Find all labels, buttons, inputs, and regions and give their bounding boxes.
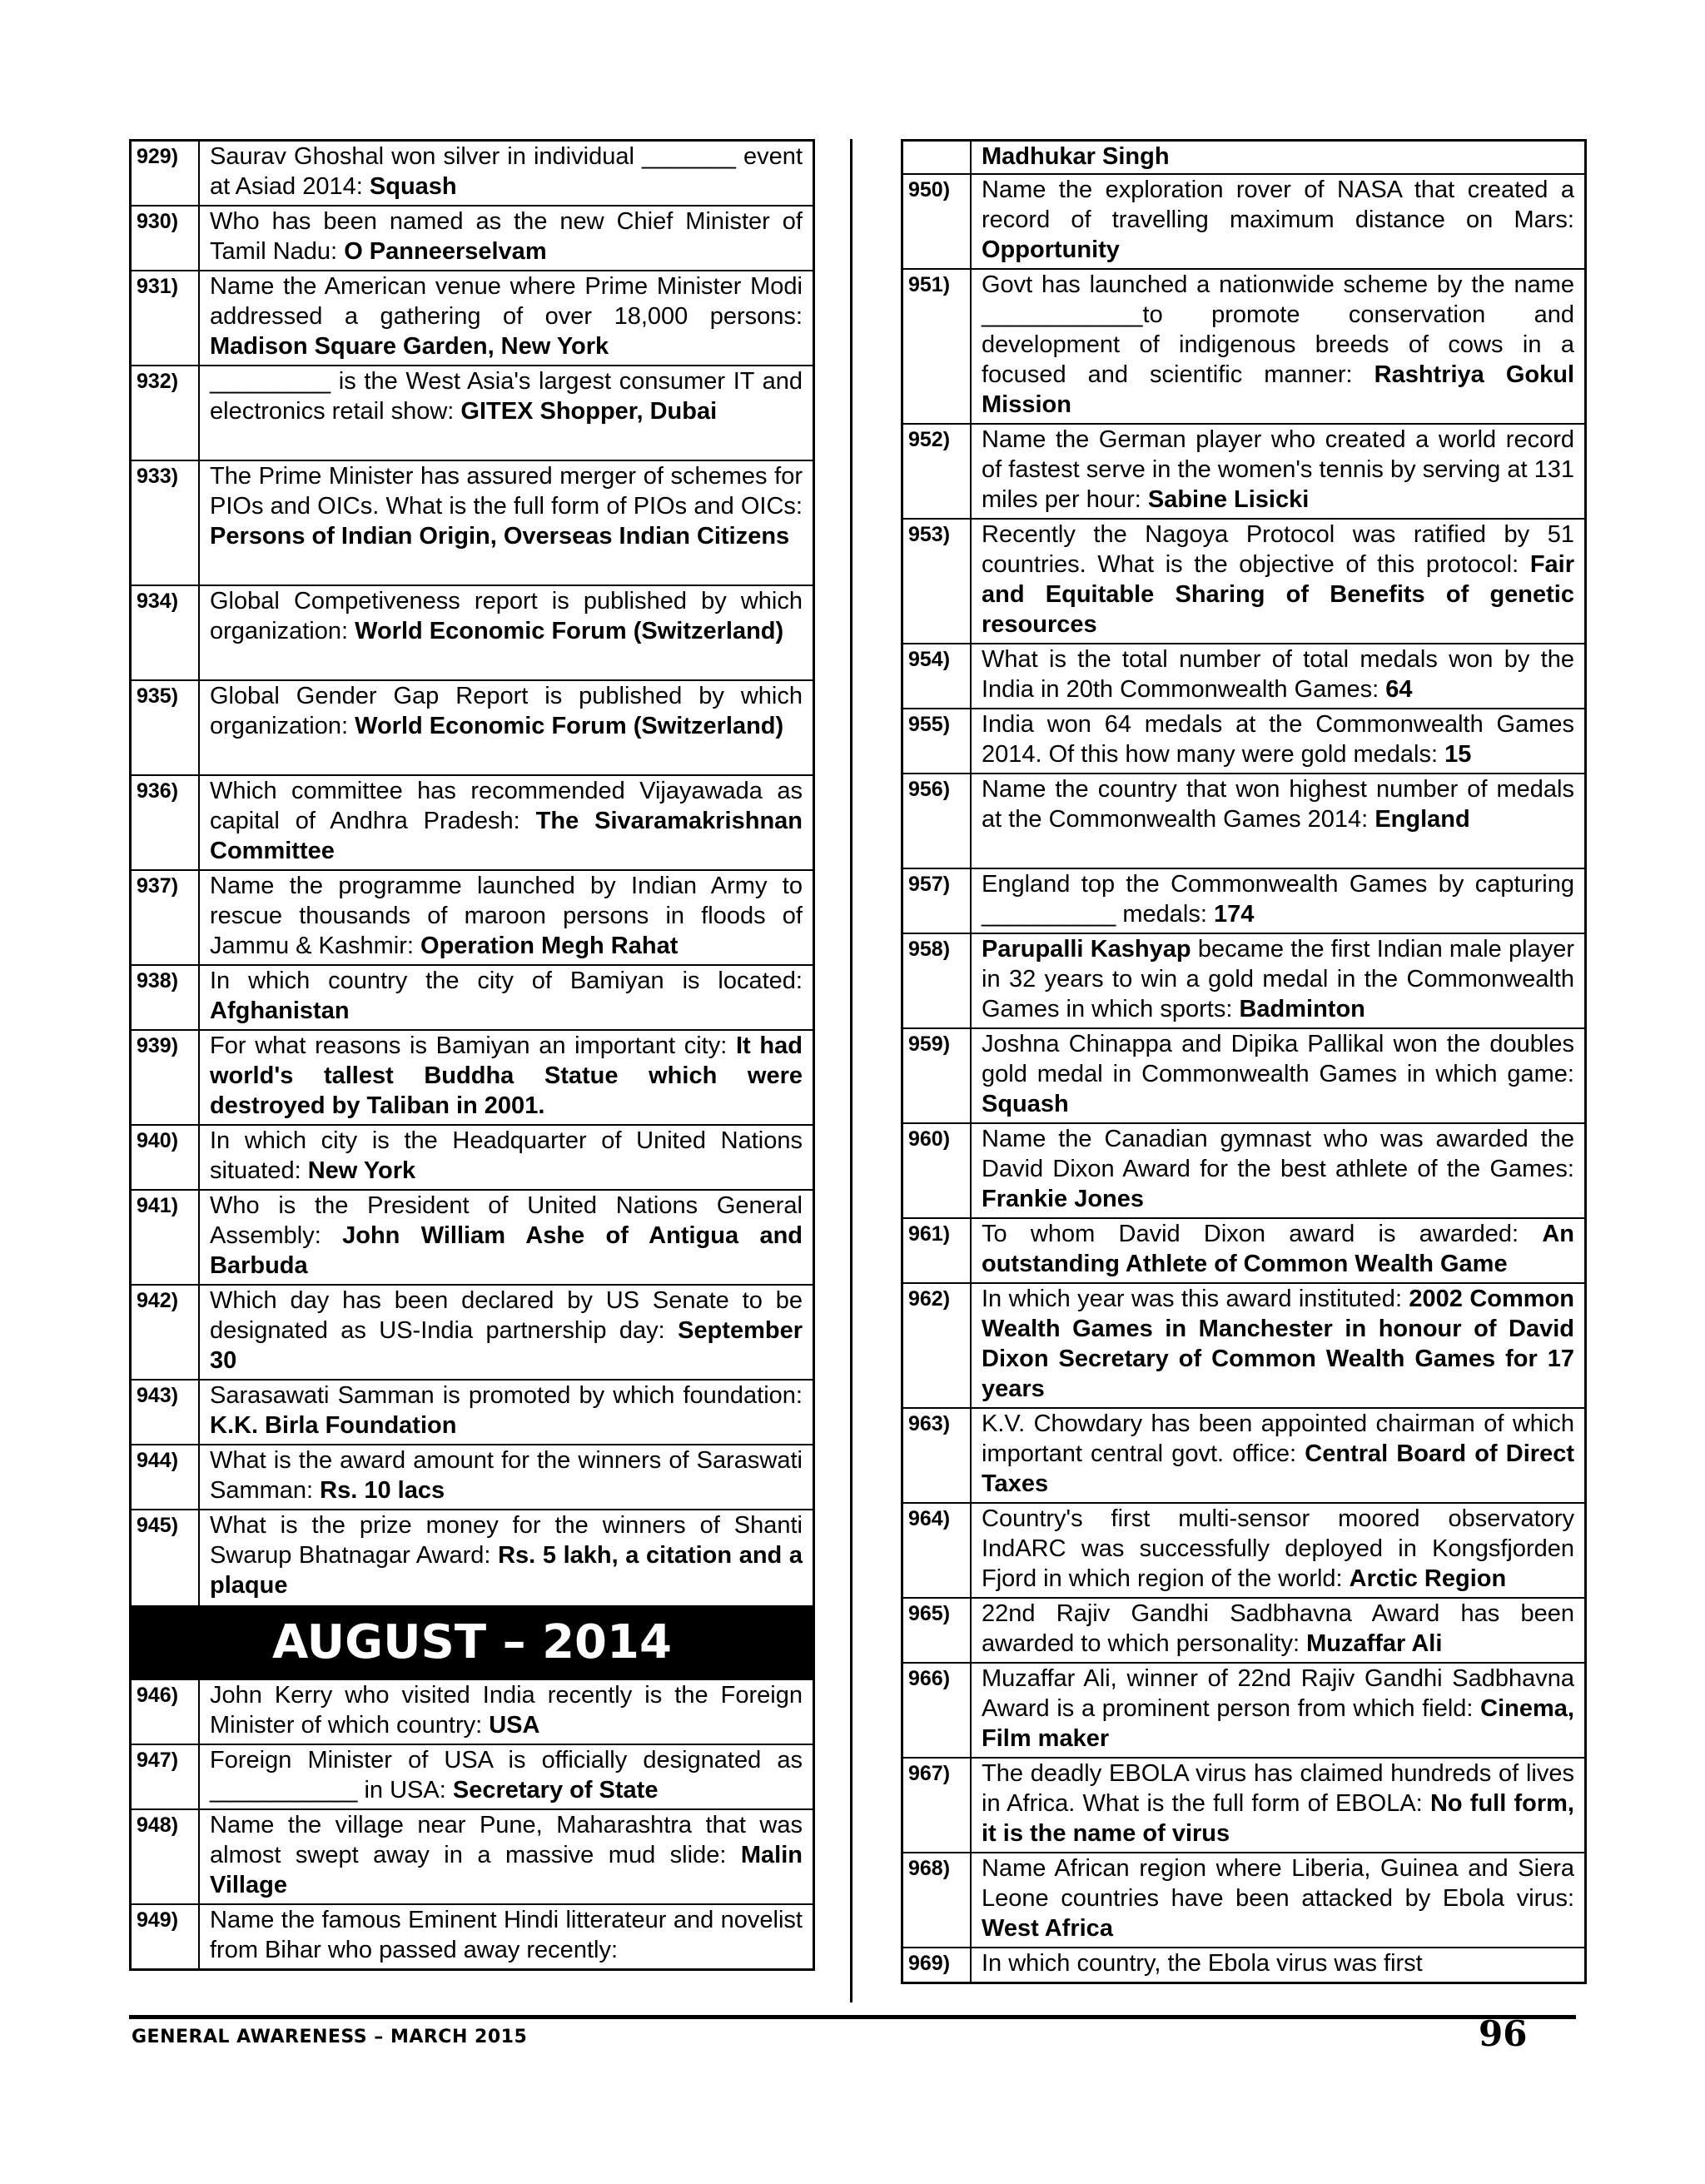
question-text [972,520,1584,643]
question-number: 938) [132,966,200,1029]
question-prompt: Muzaffar Ali, winner of 22nd Rajiv Gandhi Sadbhavna Award is a prominent person from which field: [982,1665,1574,1722]
answer-text: Malin Village [210,1842,803,1898]
question-text [972,1219,1584,1282]
question-text [972,1599,1584,1662]
answer-text: Rs. 10 lacs [320,1477,445,1504]
question-row [132,586,813,681]
question-text [972,934,1584,1027]
question-prompt: England top the Commonwealth Games by capturing __________ medals: [982,871,1574,928]
question-number: 947) [132,1745,200,1808]
question-text [200,1381,813,1444]
question-number: 940) [132,1126,200,1189]
question-number: 950) [903,175,972,268]
answer-text: USA [489,1712,540,1739]
question-text [972,1759,1584,1852]
answer-text: Afghanistan [210,997,350,1024]
question-number: 967) [903,1759,972,1852]
question-text [200,1745,813,1808]
question-text [200,586,813,679]
question-prompt: Name African region where Liberia, Guinea and Siera Leone countries have been attacked by Ebola virus: [982,1855,1574,1912]
question-number: 933) [132,461,200,585]
question-prompt: Name the German player who created a world record of fastest serve in the women's tennis by serving at 131 miles per hour: [982,426,1574,513]
question-prompt: Govt has launched a nationwide scheme by the name ____________to promote conservation and development of indigenous breeds of cows in a focused and scientific manner: [982,271,1574,388]
question-prompt: What is the prize money for the winners of Shanti Swarup Bhatnagar Award: [210,1512,803,1569]
question-row [132,1810,813,1905]
question-prompt: In which country the city of Bamiyan is located: [210,968,803,994]
question-number: 959) [903,1029,972,1122]
question-text [972,774,1584,868]
question-text [972,1029,1584,1122]
question-row [132,776,813,871]
question-number: 939) [132,1031,200,1124]
question-number: 955) [903,709,972,773]
question-prompt: Foreign Minister of USA is officially designated as ___________ in USA: [210,1747,803,1803]
question-prompt: Recently the Nagoya Protocol was ratified by 51 countries. What is the objective of this protocol: [982,521,1574,578]
question-text [972,1504,1584,1597]
question-row [903,1759,1584,1853]
answer-text: England [1374,806,1470,833]
question-number: 953) [903,520,972,643]
question-row [903,1664,1584,1759]
question-text [972,1948,1584,1982]
answer-text: World Economic Forum (Switzerland) [355,618,784,644]
question-prompt: Saurav Ghoshal won silver in individual _______ event at Asiad 2014: [210,143,803,200]
question-text [972,142,1584,173]
question-number: 936) [132,776,200,869]
question-number: 964) [903,1504,972,1597]
question-prompt: Global Competiveness report is published by which organization: [210,588,803,644]
question-text [200,776,813,869]
answer-text: Persons of Indian Origin, Overseas Indian Citizens [210,523,790,550]
question-row [903,1599,1584,1664]
question-number: 952) [903,425,972,518]
answer-text: O Panneerselvam [344,238,547,265]
question-row [132,1745,813,1810]
question-row [903,1504,1584,1599]
question-text [200,1191,813,1284]
left-question-list [132,142,813,1605]
answer-text: Central Board of Direct Taxes [982,1440,1574,1497]
question-prompt: Name the famous Eminent Hindi litterateur and novelist from Bihar who passed away recently: [210,1907,803,1963]
question-row [903,1124,1584,1219]
answer-text: 174 [1213,901,1255,928]
right-question-list [903,142,1584,1982]
question-row [132,1286,813,1381]
question-row [132,1191,813,1286]
question-prompt: What is the total number of total medals won by the India in 20th Commonwealth Games: [982,646,1574,703]
question-number: 966) [903,1664,972,1757]
question-row [132,366,813,461]
answer-text: World Economic Forum (Switzerland) [355,713,784,739]
answer-text: Rs. 5 lakh, a citation and a plaque [210,1542,803,1599]
question-text [972,644,1584,708]
question-row [903,934,1584,1029]
answer-text: Operation Megh Rahat [420,933,679,959]
answer-text: It had world's tallest Buddha Statue which were destroyed by Taliban in 2001. [210,1032,803,1119]
question-text [200,966,813,1029]
question-number: 941) [132,1191,200,1284]
answer-text: West Africa [982,1915,1113,1942]
question-row [132,1031,813,1126]
question-prompt: Name the American venue where Prime Minister Modi addressed a gathering of over 18,000 persons: [210,273,803,330]
question-number: 961) [903,1219,972,1282]
question-row [132,1905,813,1968]
question-text [972,1409,1584,1502]
question-prompt: Joshna Chinappa and Dipika Pallikal won the doubles gold medal in Commonwealth Games in which game: [982,1031,1574,1087]
question-text [972,1284,1584,1407]
answer-text: 15 [1444,741,1472,768]
question-number: 943) [132,1381,200,1444]
answer-text: 64 [1385,676,1413,703]
question-text [200,1810,813,1903]
question-row [132,681,813,776]
question-prompt: Which day has been declared by US Senate to be designated as US-India partnership day: [210,1287,803,1344]
question-text [200,1445,813,1509]
question-row [903,142,1584,175]
question-row [903,175,1584,270]
question-row [903,1284,1584,1409]
answer-text: Arctic Region [1349,1565,1507,1592]
question-prompt: Who has been named as the new Chief Minister of Tamil Nadu: [210,208,803,265]
question-text [972,270,1584,423]
question-prompt: What is the award amount for the winners of Saraswati Samman: [210,1447,803,1504]
question-row [903,1853,1584,1948]
question-row [903,270,1584,425]
question-prompt: Name the village near Pune, Maharashtra that was almost swept away in a massive mud slide: [210,1812,803,1868]
question-text [972,869,1584,933]
question-number: 951) [903,270,972,423]
question-prompt: In which city is the Headquarter of United Nations situated: [210,1127,803,1184]
question-number: 962) [903,1284,972,1407]
question-text [200,1510,813,1605]
question-subject: Parupalli Kashyap [982,936,1191,963]
question-row [903,774,1584,869]
question-prompt: The Prime Minister has assured merger of schemes for PIOs and OICs. What is the full form of PIOs and OICs: [210,463,803,520]
question-row [132,966,813,1031]
question-row [132,1381,813,1445]
answer-text: GITEX Shopper, Dubai [460,398,718,425]
answer-text: K.K. Birla Foundation [210,1412,457,1439]
question-prompt: Which committee has recommended Vijayawada as capital of Andhra Pradesh: [210,778,803,834]
question-row [903,1219,1584,1284]
question-text [972,425,1584,518]
question-text [200,871,813,964]
question-row [903,1029,1584,1124]
answer-text: Fair and Equitable Sharing of Benefits of genetic resources [982,551,1575,638]
question-text [200,271,813,365]
question-number: 963) [903,1409,972,1502]
question-prompt: Who is the President of United Nations General Assembly: [210,1192,803,1249]
footer-rule [129,2015,1576,2019]
question-prompt: Name the country that won highest number of medals at the Commonwealth Games 2014: [982,776,1574,833]
question-number: 958) [903,934,972,1027]
answer-text: Muzaffar Ali [1306,1630,1443,1657]
question-row [132,1510,813,1605]
question-text [972,1664,1584,1757]
footer-title: GENERAL AWARENESS – MARCH 2015 [132,2027,528,2047]
question-prompt: _________ is the West Asia's largest consumer IT and electronics retail show: [210,368,803,425]
question-text [972,175,1584,268]
answer-text: The Sivaramakrishnan Committee [210,808,803,864]
answer-text: Badminton [1239,996,1365,1022]
question-row [132,1126,813,1191]
question-row [903,425,1584,520]
question-row [903,709,1584,774]
question-row [132,1445,813,1510]
answer-text: Sabine Lisicki [1147,486,1310,513]
answer-text: Squash [369,173,457,200]
answer-text: Opportunity [982,236,1120,263]
question-prompt: Name the exploration rover of NASA that created a record of travelling maximum distance on Mars: [982,177,1574,233]
question-number: 957) [903,869,972,933]
question-row [903,1948,1584,1982]
column-divider [850,139,852,2002]
question-text [200,1905,813,1968]
question-text [200,681,813,774]
question-number [903,142,972,173]
question-number: 969) [903,1948,972,1982]
question-text [972,1853,1584,1947]
answer-text: John William Ashe of Antigua and Barbuda [210,1222,803,1279]
question-prompt: Name the Canadian gymnast who was awarded the David Dixon Award for the best athlete of the Games: [982,1126,1574,1182]
question-text [200,1286,813,1379]
question-number: 954) [903,644,972,708]
answer-text: Madison Square Garden, New York [210,333,609,360]
question-number: 942) [132,1286,200,1379]
answer-text: Frankie Jones [982,1186,1145,1212]
left-question-list-continued [132,1680,813,1968]
question-number: 949) [132,1905,200,1968]
question-prompt: In which year was this award instituted: [982,1286,1402,1312]
question-number: 968) [903,1853,972,1947]
question-text [200,206,813,270]
question-prompt: The deadly EBOLA virus has claimed hundreds of lives in Africa. What is the full form of EBOLA: [982,1760,1574,1817]
question-row [132,271,813,366]
question-row [903,520,1584,644]
question-prompt: 22nd Rajiv Gandhi Sadbhavna Award has been awarded to which personality: [982,1600,1574,1657]
question-number: 944) [132,1445,200,1509]
question-number: 932) [132,366,200,460]
answer-text: New York [307,1157,416,1184]
question-number: 945) [132,1510,200,1605]
answer-text: No full form, it is the name of virus [982,1790,1574,1847]
question-row [903,869,1584,934]
question-text [200,461,813,585]
left-question-column [129,139,815,1971]
question-number: 960) [903,1124,972,1217]
question-text [200,1126,813,1189]
question-number: 946) [132,1680,200,1744]
question-number: 931) [132,271,200,365]
question-number: 965) [903,1599,972,1662]
answer-text: An outstanding Athlete of Common Wealth Game [982,1221,1574,1277]
question-prompt: In which country, the Ebola virus was first [982,1950,1423,1977]
question-number: 934) [132,586,200,679]
question-prompt: India won 64 medals at the Commonwealth Games 2014. Of this how many were gold medals: [982,711,1574,768]
question-prompt: K.V. Chowdary has been appointed chairman of which important central govt. office: [982,1410,1574,1467]
question-text [972,709,1584,773]
answer-text: Madhukar Singh [982,143,1170,170]
question-row [132,461,813,586]
question-number: 956) [903,774,972,868]
right-question-column [901,139,1587,1984]
question-prompt: John Kerry who visited India recently is the Foreign Minister of which country: [210,1682,803,1739]
question-row [132,871,813,966]
page-number: 96 [1479,2013,1528,2054]
question-number: 948) [132,1810,200,1903]
question-prompt: To whom David Dixon award is awarded: [982,1221,1519,1247]
question-text [972,1124,1584,1217]
question-prompt: Sarasawati Samman is promoted by which foundation: [210,1382,803,1409]
answer-text: Secretary of State [452,1777,659,1803]
question-row [132,206,813,271]
question-row [903,1409,1584,1504]
answer-text: Rashtriya Gokul Mission [982,361,1575,418]
section-heading-august-2014: AUGUST – 2014 [132,1605,813,1680]
question-prompt: Name the programme launched by Indian Army to rescue thousands of maroon persons in floods of Jammu & Kashmir: [210,873,803,959]
question-prompt: became the first Indian male player in 32 years to win a gold medal in the Commonwealth Games in which sports: [982,936,1574,1022]
question-text [200,1680,813,1744]
answer-text: September 30 [210,1317,803,1374]
answer-text: Cinema, Film maker [982,1695,1574,1752]
question-number: 935) [132,681,200,774]
question-row [903,644,1584,709]
question-text [200,366,813,460]
question-prompt: Global Gender Gap Report is published by which organization: [210,683,803,739]
question-prompt: Country's first multi-sensor moored observatory IndARC was successfully deployed in Kongsfjorden Fjord in which region of the world: [982,1505,1574,1592]
question-prompt: For what reasons is Bamiyan an important city: [210,1032,728,1059]
question-text [200,142,813,205]
question-row [132,1680,813,1745]
question-number: 930) [132,206,200,270]
question-row [132,142,813,206]
question-number: 937) [132,871,200,964]
question-number: 929) [132,142,200,205]
answer-text: 2002 Common Wealth Games in Manchester in honour of David Dixon Secretary of Common Wealth Games for 17 years [982,1286,1574,1402]
answer-text: Squash [982,1091,1069,1117]
question-text [200,1031,813,1124]
